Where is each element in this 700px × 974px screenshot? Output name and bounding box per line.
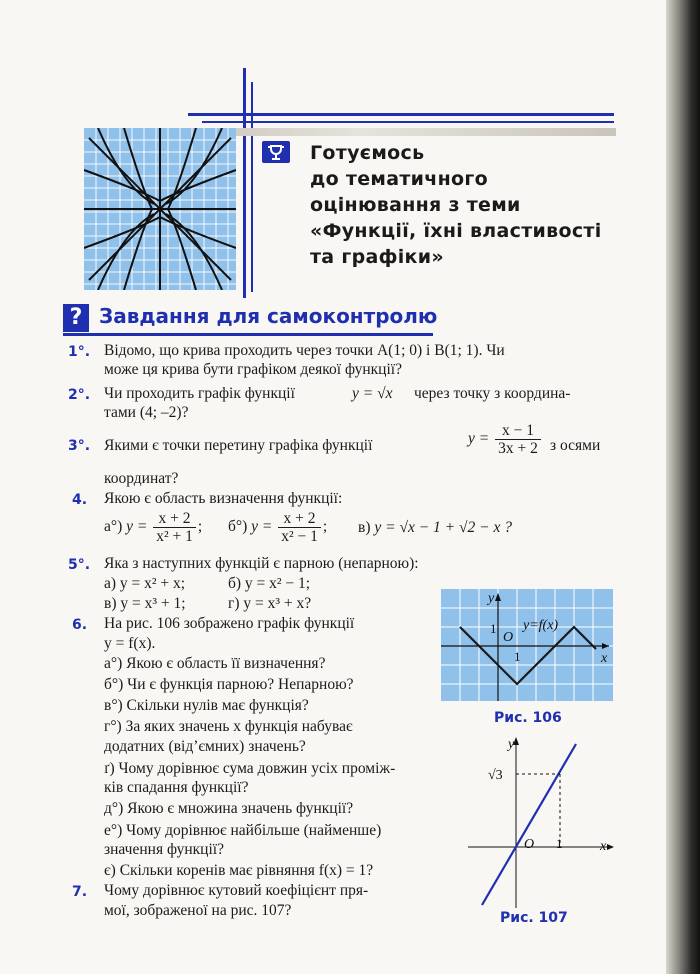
title-line: та графіки» [310, 246, 444, 268]
fraction [153, 510, 196, 545]
fig106-label-x: x [601, 651, 608, 666]
task-text: координат? [104, 470, 179, 487]
task-option: б) y = x² − 1; [228, 575, 311, 592]
decorative-graph [84, 128, 236, 290]
fraction-denominator: x² + 1 [156, 528, 193, 545]
fraction-numerator: x + 2 [153, 510, 196, 528]
task-subitem: б°) Чи є функція парною? Непарною? [104, 676, 354, 693]
task-formula [358, 519, 512, 537]
fig107-label-y: y [508, 737, 515, 752]
formula-text: y = √x − 1 + √2 − x ? [374, 519, 512, 536]
page-title [310, 140, 630, 270]
task-text: Якою є область визначення функції: [104, 490, 343, 507]
task-number: 2°. [68, 387, 91, 403]
formula-left: y = [126, 518, 148, 536]
figure-107-caption: Рис. 107 [500, 910, 568, 926]
task-text: тами (4; –2)? [104, 404, 189, 421]
task-text: може ця крива бути графіком деякої функції? [104, 361, 402, 378]
decor-horizontal-line-1 [188, 113, 614, 116]
task-subitem: ґ) Чому дорівнює сума довжин усіх промiж- [104, 760, 396, 777]
task-subitem: є) Скільки коренів має рівняння f(x) = 1? [104, 862, 374, 879]
task-number: 3°. [68, 438, 91, 454]
fraction [495, 422, 541, 457]
decor-gray-band [190, 128, 616, 136]
task-formula: y = √x [352, 385, 393, 402]
task-text: з осями [550, 437, 601, 454]
title-line: «Функції, їхні властивості [310, 220, 602, 242]
section-underline [63, 333, 433, 336]
separator: ; [197, 518, 203, 536]
decor-horizontal-line-2 [202, 121, 614, 123]
fig106-label-y: y [488, 591, 495, 606]
fig106-label-origin: O [503, 630, 514, 645]
question-icon: ? [63, 304, 89, 332]
item-label: в) [358, 519, 371, 536]
fraction [278, 510, 321, 545]
task-option: г) y = x³ + x? [228, 595, 312, 612]
fig106-label-1x: 1 [514, 649, 521, 664]
task-number: 5°. [68, 557, 91, 573]
fraction-numerator: x − 1 [495, 422, 541, 440]
task-text: y = f(x). [104, 635, 156, 652]
task-subitem: а°) Якою є область її визначення? [104, 655, 326, 672]
fig107-label-origin: O [524, 837, 535, 852]
formula-left: y = [251, 518, 273, 536]
fig106-label-1y: 1 [490, 621, 497, 636]
task-formula [104, 510, 202, 545]
task-subitem: в°) Скільки нулів має функція? [104, 697, 309, 714]
title-line: до тематичного [310, 168, 488, 190]
section-title: Завдання для самоконтролю [99, 304, 438, 328]
fig106-label-func: y=f(x) [523, 618, 559, 633]
task-number: 7. [72, 884, 88, 900]
fraction-denominator: x² − 1 [281, 528, 318, 545]
task-number: 6. [72, 617, 88, 633]
title-line: Готуємось [310, 142, 425, 164]
task-text: Чому дорівнює кутовий коефіцієнт пря- [104, 882, 369, 899]
formula-left: y = [468, 430, 490, 448]
task-option: а) y = x² + x; [104, 575, 186, 592]
task-option: в) y = x³ + 1; [104, 595, 186, 612]
item-label: а°) [104, 518, 123, 536]
task-text: Відомо, що крива проходить через точки A(1; 0) і B(1; 1). Чи [104, 342, 505, 359]
fig107-label-sqrt3: √3 [488, 768, 503, 783]
task-text: Чи проходить графік функції [104, 385, 295, 402]
task-text: мої, зображеної на рис. 107? [104, 902, 292, 919]
item-label: б°) [228, 518, 248, 536]
figure-107 [468, 732, 618, 912]
title-line: оцінювання з теми [310, 194, 521, 216]
decor-vertical-line-1 [243, 68, 246, 298]
task-text: На рис. 106 зображено графік функції [104, 615, 355, 632]
task-subitem: ків спадання функції? [104, 779, 249, 796]
task-subitem: д°) Якою є множина значень функції? [104, 800, 354, 817]
task-text: Яка з наступних функцій є парною (непарною): [104, 555, 419, 572]
task-subitem: додатних (від’ємних) значень? [104, 738, 306, 755]
separator: ; [322, 518, 328, 536]
task-subitem: значення функції? [104, 841, 224, 858]
figure-106 [441, 589, 613, 701]
figure-106-caption: Рис. 106 [494, 710, 562, 726]
task-formula [228, 510, 327, 545]
task-text: Якими є точки перетину графіка функції [104, 437, 373, 454]
task-subitem: г°) За яких значень x функція набуває [104, 718, 353, 735]
fig107-label-1: 1 [556, 836, 563, 851]
trophy-icon [262, 141, 290, 163]
task-number: 4. [72, 492, 88, 508]
fig107-label-x: x [600, 839, 607, 854]
task-formula [468, 422, 543, 457]
fraction-numerator: x + 2 [278, 510, 321, 528]
task-subitem: е°) Чому дорівнює найбільше (найменше) [104, 822, 382, 839]
task-number: 1°. [68, 344, 91, 360]
book-spine [666, 0, 700, 974]
fraction-denominator: 3x + 2 [498, 440, 538, 457]
task-text: через точку з координа- [414, 385, 571, 402]
